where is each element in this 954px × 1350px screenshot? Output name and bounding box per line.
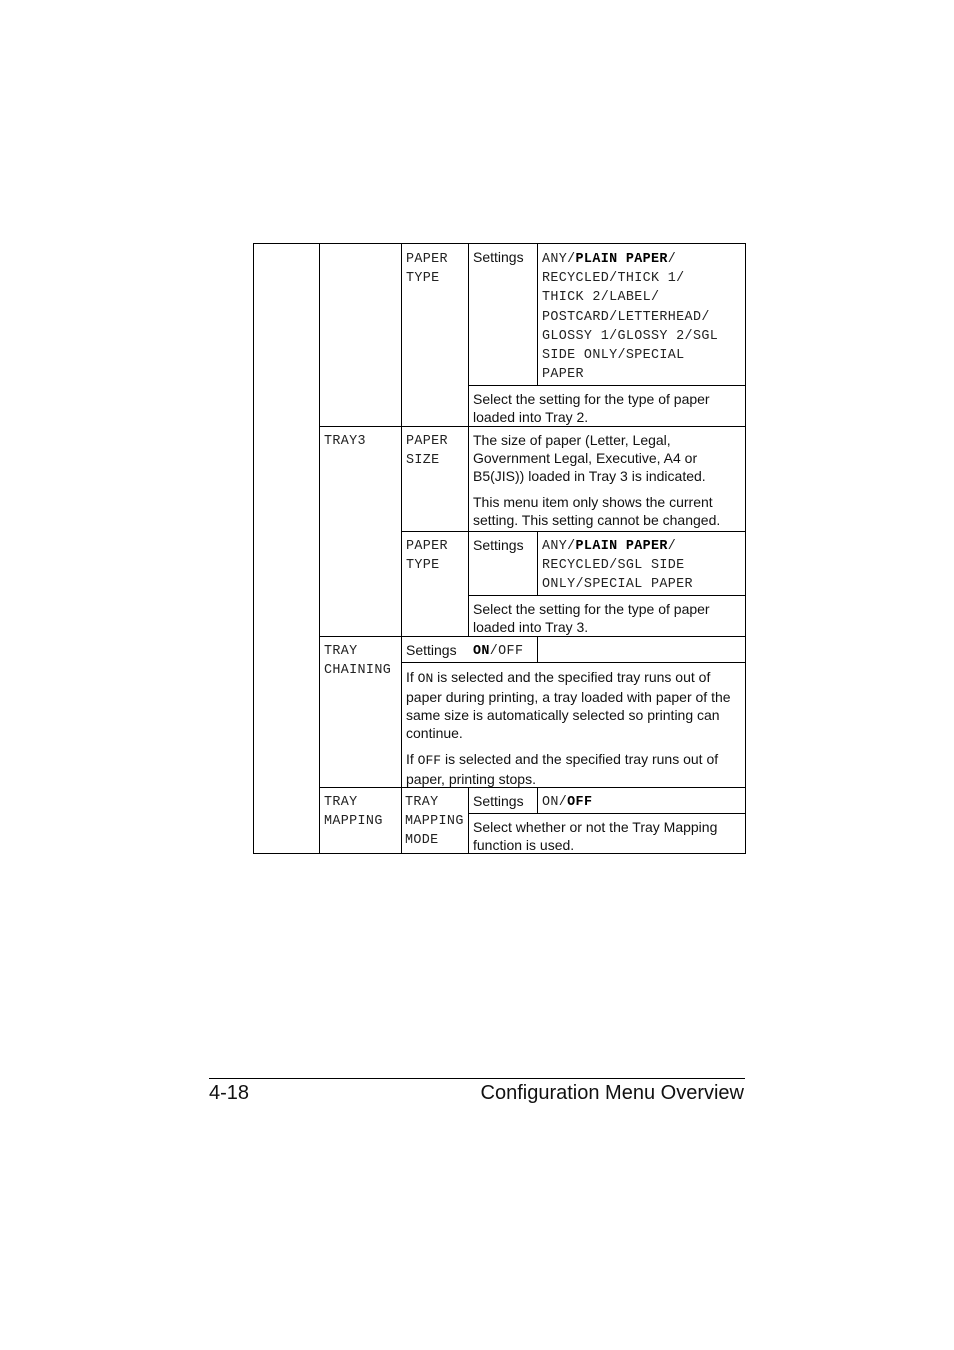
settings-options: ON/OFF	[542, 795, 593, 810]
settings-label: Settings	[473, 249, 524, 265]
footer-rule	[209, 1078, 745, 1079]
paper-size-text: The size of paper (Letter, Legal, Government Legal, Executive, A4 or B5(JIS)) loaded in Tray 3 is indicated.	[473, 432, 706, 484]
settings-label: Settings	[473, 537, 524, 553]
setting-description: Select the setting for the type of paper loaded into Tray 3.	[473, 601, 710, 635]
default-option: PLAIN PAPER	[575, 252, 668, 267]
menu-item-tray-mapping-mode: TRAY MAPPING MODE	[405, 795, 464, 849]
paper-size-description	[469, 427, 746, 537]
menu-item-paper-type: PAPER TYPE	[406, 252, 448, 287]
menu-item-paper-size: PAPER SIZE	[406, 434, 448, 469]
row-divider	[401, 662, 746, 663]
tray-chaining-description	[402, 664, 746, 796]
menu-item-tray3: TRAY3	[324, 434, 366, 449]
page-number: 4-18	[209, 1082, 250, 1104]
settings-options: ON/OFF	[473, 644, 524, 659]
settings-label: Settings	[406, 642, 457, 658]
setting-description: Select the setting for the type of paper loaded into Tray 2.	[473, 391, 710, 425]
col-divider	[319, 244, 320, 854]
default-option: PLAIN PAPER	[575, 539, 668, 554]
settings-label: Settings	[473, 793, 524, 809]
menu-item-paper-type: PAPER TYPE	[406, 539, 448, 574]
menu-table	[253, 243, 746, 854]
section-title: Configuration Menu Overview	[480, 1082, 744, 1104]
chaining-on-text: If ON is selected and the specified tray runs out of paper during printing, a tray loaded with paper of the same size is automatically selected so printing can continue.	[406, 669, 731, 741]
paper-size-note: This menu item only shows the current setting. This setting cannot be changed.	[473, 494, 721, 528]
default-option: OFF	[567, 795, 593, 810]
row-divider	[319, 636, 746, 637]
chaining-off-text: If OFF is selected and the specified tray runs out of paper, printing stops.	[406, 751, 719, 787]
settings-options: ANY/PLAIN PAPER/ RECYCLED/SGL SIDE ONLY/SPECIAL PAPER	[542, 539, 693, 593]
menu-item-tray-mapping: TRAY MAPPING	[324, 795, 383, 830]
menu-item-tray-chaining: TRAY CHAINING	[324, 644, 392, 679]
default-option: ON	[473, 644, 490, 659]
setting-description: Select whether or not the Tray Mapping function is used.	[473, 819, 718, 853]
settings-options: ANY/PLAIN PAPER/ RECYCLED/THICK 1/ THICK 2/LABEL/ POSTCARD/LETTERHEAD/ GLOSSY 1/GLOSSY 2/SGL SIDE ONLY/SPECIAL PAPER	[542, 252, 719, 383]
